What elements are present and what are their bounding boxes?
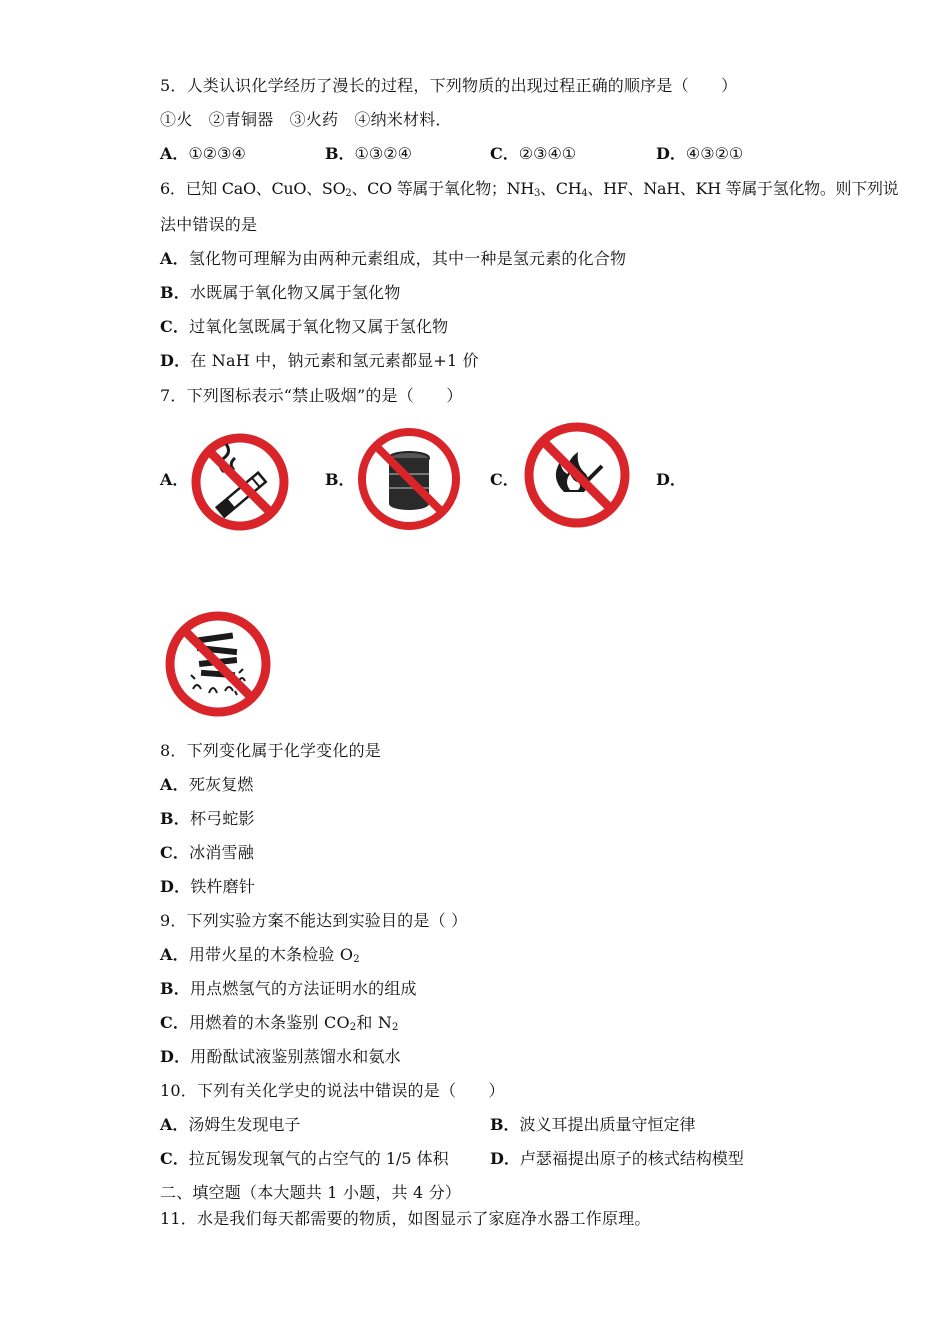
q5-option-d: D．④③②① <box>656 144 744 163</box>
q5-option-a: A．①②③④ <box>160 144 246 163</box>
q9-option-a: A．用带火星的木条检验 $O_2$ <box>160 945 360 965</box>
q7-stem: 7．下列图标表示“禁止吸烟”的是（ ） <box>160 386 463 405</box>
q6-option-d: D．在 NaH 中，钠元素和氢元素都显+1 价 <box>160 351 479 370</box>
q9-option-c: C．用燃着的木条鉴别 $CO_2$和 $N_2$ <box>160 1013 399 1033</box>
q10-stem: 10．下列有关化学史的说法中错误的是（ ） <box>160 1081 505 1100</box>
q10-option-b: B．波义耳提出质量守恒定律 <box>490 1115 696 1134</box>
q8-stem: 8．下列变化属于化学变化的是 <box>160 741 381 760</box>
q10-option-c: C．拉瓦锡发现氧气的占空气的 1/5 体积 <box>160 1149 449 1168</box>
section-heading: 二、填空题（本大题共 1 小题，共 4 分） <box>160 1183 462 1202</box>
q7-option-d-label: D． <box>656 470 686 489</box>
q10-option-d: D．卢瑟福提出原子的核式结构模型 <box>490 1149 744 1168</box>
q6-option-a: A．氢化物可理解为由两种元素组成，其中一种是氢元素的化合物 <box>160 249 627 268</box>
q6-stem-line1: 6．已知 CaO、CuO、$SO_2$、CO 等属于氧化物；$NH_3$、$CH_4$、HF、NaH、KH 等属于氢化物。则下列说 <box>160 179 899 199</box>
no-oil-barrel-sign-icon <box>356 426 462 532</box>
q6-option-c: C．过氧化氢既属于氧化物又属于氢化物 <box>160 317 449 336</box>
q5-stem: 5．人类认识化学经历了漫长的过程，下列物质的出现过程正确的顺序是（ ） <box>160 76 738 95</box>
q9-option-d: D．用酚酞试液鉴别蒸馏水和氨水 <box>160 1047 401 1066</box>
q9-option-b: B．用点燃氢气的方法证明水的组成 <box>160 979 417 998</box>
q5-option-b: B．①③②④ <box>325 144 412 163</box>
no-burning-sign-icon <box>163 609 273 719</box>
q5-items: ①火 ②青铜器 ③火药 ④纳米材料． <box>160 110 452 129</box>
q7-option-c-label: C． <box>490 470 519 489</box>
no-open-flame-sign-icon <box>522 420 632 530</box>
q8-option-a: A．死灰复燃 <box>160 775 254 794</box>
q7-option-a-label: A． <box>160 470 189 489</box>
q8-option-b: B．杯弓蛇影 <box>160 809 255 828</box>
q9-stem: 9．下列实验方案不能达到实验目的是（ ） <box>160 911 468 930</box>
q11-stem: 11．水是我们每天都需要的物质，如图显示了家庭净水器工作原理。 <box>160 1209 651 1228</box>
q8-option-c: C．冰消雪融 <box>160 843 254 862</box>
no-smoking-sign-icon <box>190 432 290 532</box>
q7-option-b-label: B． <box>325 470 355 489</box>
q8-option-d: D．铁杵磨针 <box>160 877 256 896</box>
q6-option-b: B．水既属于氧化物又属于氢化物 <box>160 283 401 302</box>
q6-stem-line2: 法中错误的是 <box>160 215 258 234</box>
q5-option-c: C．②③④① <box>490 144 577 163</box>
q10-option-a: A．汤姆生发现电子 <box>160 1115 301 1134</box>
